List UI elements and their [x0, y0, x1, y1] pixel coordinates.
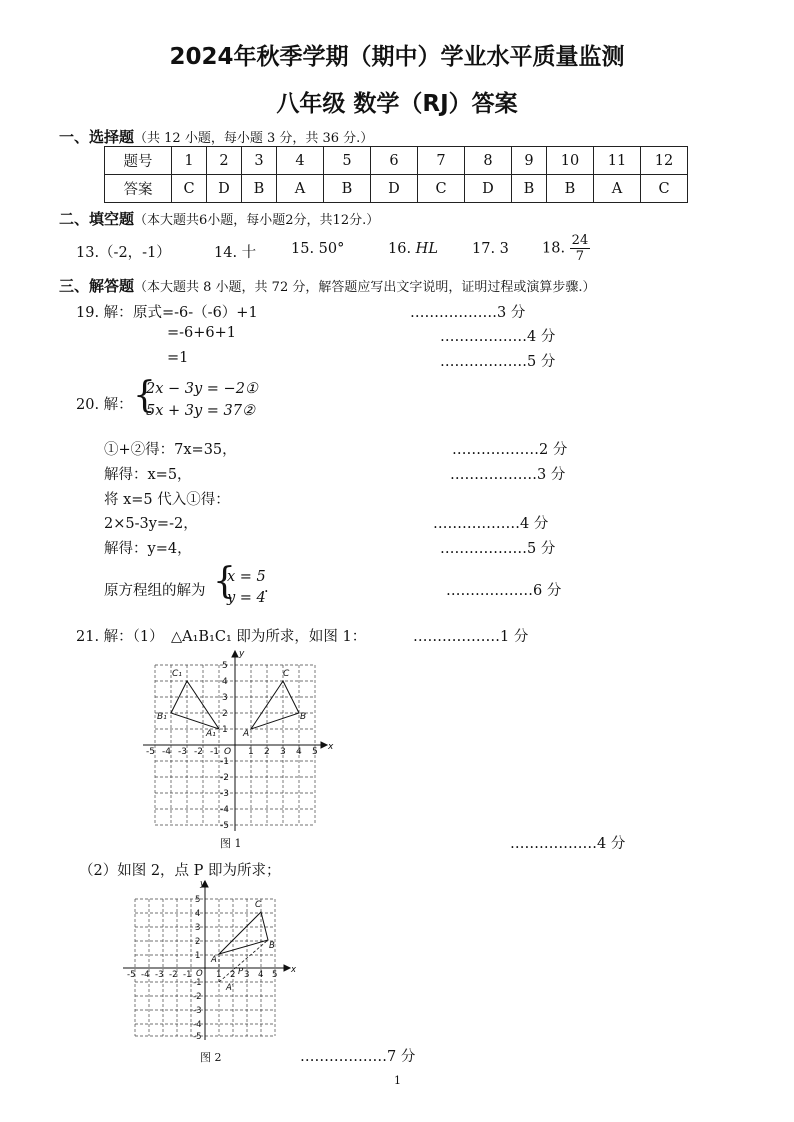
- question-number: 11: [594, 147, 641, 175]
- q20-label: 20. 解：: [76, 397, 133, 413]
- question-number: 8: [465, 147, 512, 175]
- q20-score6: ………………6 分: [446, 583, 562, 599]
- y-tick: 2: [195, 937, 201, 947]
- answer-q14: 14. 十: [214, 245, 257, 261]
- answer-cell: D: [207, 175, 242, 203]
- q21-part2-text: （2）如图 2，点 P 即为所求；: [79, 863, 281, 879]
- q19-line1: 原式=-6-（-6）+1: [133, 305, 258, 321]
- answer-cell: C: [418, 175, 465, 203]
- y-tick: -5: [220, 821, 229, 831]
- fig2-point-A-prime-label: A′: [226, 983, 234, 993]
- figure2-caption: 图 2: [200, 1051, 222, 1064]
- q19-label: 19. 解：: [76, 305, 133, 321]
- q20-eq2: 5x + 3y = 37②: [146, 403, 256, 419]
- answer-cell: B: [512, 175, 547, 203]
- q16-answer: HL: [415, 241, 438, 257]
- point-C1-label: C₁: [172, 669, 182, 679]
- answer-q16: [388, 241, 438, 257]
- figure1-caption: 图 1: [220, 837, 242, 850]
- section1-heading: 一、选择题: [59, 128, 135, 146]
- x-tick: 3: [280, 747, 286, 757]
- y-tick: -4: [193, 1020, 202, 1030]
- x-tick: 5: [312, 747, 318, 757]
- y-tick: 4: [195, 909, 201, 919]
- x-tick: 3: [244, 970, 250, 980]
- row-label-question: 题号: [105, 147, 172, 175]
- q20-score1: ………………2 分: [452, 442, 568, 458]
- x-tick: 1: [216, 970, 222, 980]
- q19-score2: ………………4 分: [440, 329, 556, 345]
- q16-number: 16.: [388, 241, 412, 257]
- answer-q13: 13.（-2，-1）: [76, 245, 171, 261]
- y-tick: 1: [195, 951, 201, 961]
- page-number: 1: [394, 1074, 401, 1087]
- x-tick: 2: [264, 747, 270, 757]
- fig2-point-P-label: P: [238, 967, 244, 977]
- answer-table-answer-row: [105, 175, 688, 203]
- q20-step3: 将 x=5 代入①得：: [104, 492, 230, 508]
- page-title: 2024年秋季学期（期中）学业水平质量监测: [169, 44, 625, 70]
- q18-numerator: 24: [571, 233, 589, 248]
- q20-solution-period: .: [264, 580, 269, 596]
- figure1-x-label: x: [328, 742, 334, 752]
- q20-system-brace: {: [133, 375, 156, 416]
- answer-cell: D: [465, 175, 512, 203]
- q21-score-fig1: ………………4 分: [510, 836, 626, 852]
- y-tick: -4: [220, 805, 229, 815]
- q21-score1: ………………1 分: [413, 629, 529, 645]
- section1-header: [59, 126, 373, 147]
- x-tick: -2: [194, 747, 203, 757]
- x-tick: -4: [141, 970, 150, 980]
- question-number: 5: [324, 147, 371, 175]
- y-tick: 4: [222, 677, 228, 687]
- figure1-y-label: y: [239, 649, 245, 659]
- q19-score1: ………………3 分: [410, 305, 526, 321]
- y-tick: 3: [222, 693, 228, 703]
- y-tick: -2: [193, 992, 202, 1002]
- answer-cell: A: [594, 175, 641, 203]
- q19-score3: ………………5 分: [440, 354, 556, 370]
- y-tick: 5: [222, 661, 228, 671]
- y-tick: -1: [193, 978, 202, 988]
- x-tick: 4: [296, 747, 302, 757]
- answer-cell: C: [172, 175, 207, 203]
- q19-line3: =1: [167, 350, 189, 366]
- q20-step4: 2×5-3y=-2，: [104, 516, 198, 532]
- section2-heading: 二、填空题: [59, 210, 135, 228]
- point-B-label: B: [300, 712, 307, 722]
- x-tick: -1: [210, 747, 219, 757]
- point-A1-label: A₁: [206, 729, 216, 739]
- q21-part1-text: △A₁B₁C₁ 即为所求，如图 1：: [171, 629, 367, 645]
- x-tick: -3: [178, 747, 187, 757]
- section3-header: [59, 275, 596, 296]
- question-number: 1: [172, 147, 207, 175]
- point-B1-label: B₁: [157, 712, 167, 722]
- answer-table: [104, 146, 688, 203]
- q20-solution-brace: {: [213, 561, 236, 602]
- q21-score2: ………………7 分: [300, 1049, 416, 1065]
- y-tick: 3: [195, 923, 201, 933]
- x-tick: -2: [169, 970, 178, 980]
- fig2-point-A-label: A: [211, 955, 217, 965]
- section1-note: （共 12 小题，每小题 3 分，共 36 分.）: [134, 131, 374, 146]
- q21-label: 21. 解：（1）: [76, 629, 164, 645]
- answer-table-number-row: [105, 147, 688, 175]
- q20-score2: ………………3 分: [450, 467, 566, 483]
- question-number: 4: [277, 147, 324, 175]
- y-tick: 1: [222, 725, 228, 735]
- point-A-label: A: [243, 729, 250, 739]
- q20-step5: 解得：y=4，: [104, 541, 192, 557]
- page-subtitle: 八年级 数学（RJ）答案: [276, 91, 518, 117]
- question-number: 10: [547, 147, 594, 175]
- section2-header: [59, 208, 379, 229]
- answer-cell: C: [641, 175, 688, 203]
- answer-q18: [542, 233, 590, 264]
- q19-line2: =-6+6+1: [167, 325, 237, 341]
- answer-cell: B: [324, 175, 371, 203]
- answer-cell: B: [242, 175, 277, 203]
- y-tick: 2: [222, 709, 228, 719]
- x-tick: 2: [230, 970, 236, 980]
- y-tick: -3: [193, 1006, 202, 1016]
- figure2-origin: O: [196, 969, 203, 979]
- figure1-origin: O: [224, 747, 232, 757]
- row-label-answer: 答案: [105, 175, 172, 203]
- question-number: 12: [641, 147, 688, 175]
- x-tick: -3: [155, 970, 164, 980]
- y-tick: 5: [195, 895, 201, 905]
- y-tick: -2: [220, 773, 229, 783]
- figure2-axes: [123, 881, 290, 1040]
- figure2-x-label: x: [291, 965, 297, 975]
- x-tick: -4: [162, 747, 171, 757]
- fig2-point-C-label: C: [255, 900, 261, 910]
- question-number: 9: [512, 147, 547, 175]
- q20-solution-y: y = 4: [227, 590, 266, 606]
- figure1-axes: [143, 651, 327, 831]
- y-tick: -3: [220, 789, 229, 799]
- q20-step6: 原方程组的解为: [104, 583, 206, 599]
- q18-fraction: [570, 233, 591, 264]
- x-tick: -1: [183, 970, 192, 980]
- answer-q17: 17. 3: [472, 241, 509, 257]
- figure2-triangle: [219, 912, 268, 954]
- question-number: 6: [371, 147, 418, 175]
- section3-note: （本大题共 8 小题，共 72 分，解答题应写出文字说明，证明过程或演算步骤.）: [134, 280, 596, 295]
- figure2-y-label: y: [200, 879, 206, 889]
- x-tick: 4: [258, 970, 264, 980]
- answer-cell: A: [277, 175, 324, 203]
- answer-cell: D: [371, 175, 418, 203]
- section3-heading: 三、解答题: [59, 277, 135, 295]
- q18-number: 18.: [542, 240, 566, 257]
- x-tick: -5: [127, 970, 136, 980]
- figure2-graph: [120, 876, 300, 1041]
- q20-step1: ①+②得：7x=35，: [104, 442, 237, 458]
- x-tick: 1: [248, 747, 254, 757]
- q20-step2: 解得：x=5，: [104, 467, 192, 483]
- question-number: 2: [207, 147, 242, 175]
- x-tick: 5: [272, 970, 278, 980]
- figure1-graph: [140, 648, 340, 833]
- point-C-label: C: [283, 669, 290, 679]
- fig2-point-B-label: B: [269, 941, 275, 951]
- section2-note: （本大题共6小题，每小题2分，共12分.）: [134, 213, 380, 228]
- q20-eq1: 2x − 3y = −2①: [146, 381, 258, 397]
- q20-score5: ………………5 分: [440, 541, 556, 557]
- y-tick: -5: [193, 1032, 202, 1041]
- q20-score4: ………………4 分: [433, 516, 549, 532]
- answer-cell: B: [547, 175, 594, 203]
- q20-solution-x: x = 5: [227, 569, 266, 585]
- answer-q15: 15. 50°: [291, 241, 345, 257]
- question-number: 3: [242, 147, 277, 175]
- question-number: 7: [418, 147, 465, 175]
- y-tick: -1: [220, 757, 229, 767]
- x-tick: -5: [146, 747, 155, 757]
- q18-denominator: 7: [575, 249, 585, 264]
